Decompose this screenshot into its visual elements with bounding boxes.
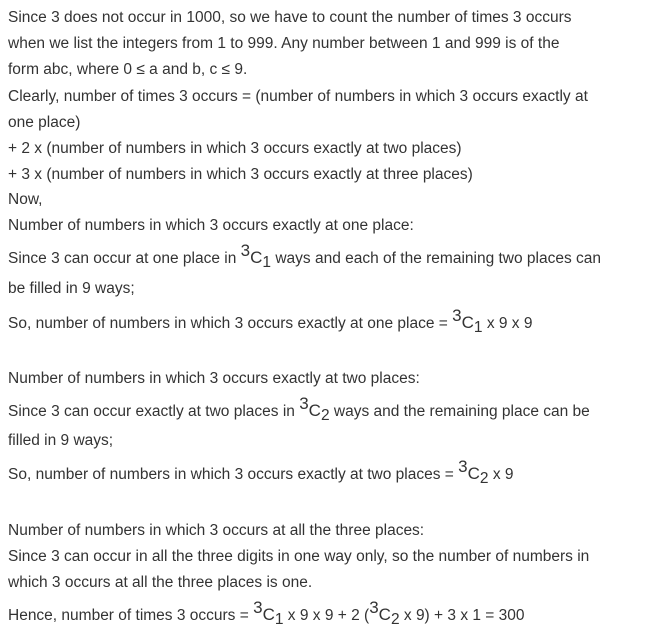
text-line-17: Number of numbers in which 3 occurs at all the three places: <box>8 522 425 539</box>
text-line-16-start: So, number of numbers in which 3 occurs exactly at two places = <box>8 466 459 483</box>
text-line-13: Number of numbers in which 3 occurs exactly at two places: <box>8 370 420 387</box>
combination-symbol: C <box>308 401 321 420</box>
combination-subscript: 1 <box>473 319 483 336</box>
text-line-16-end: x 9 <box>488 466 514 483</box>
combination-subscript: 1 <box>262 254 272 271</box>
text-line-11: be filled in 9 ways; <box>8 280 135 297</box>
text-line-18: Since 3 can occur in all the three digits in one way only, so the number of numbers in <box>8 548 590 565</box>
text-line-12-start: So, number of numbers in which 3 occurs exactly at one place = <box>8 315 453 332</box>
text-line-20-middle: x 9 x 9 + 2 ( <box>283 607 370 624</box>
combination-symbol: C <box>378 605 391 624</box>
combination-symbol: C <box>467 464 480 483</box>
combination-subscript: 1 <box>274 611 284 628</box>
text-line-1: Since 3 does not occur in 1000, so we have to count the number of times 3 occurs <box>8 9 572 26</box>
text-line-20 <box>8 598 525 628</box>
text-line-2: when we list the integers from 1 to 999. Any number between 1 and 999 is of the <box>8 35 560 52</box>
text-line-7: + 3 x (number of numbers in which 3 occurs exactly at three places) <box>8 166 473 183</box>
text-line-5: one place) <box>8 114 81 131</box>
text-line-19: which 3 occurs at all the three places is one. <box>8 574 313 591</box>
text-line-6: + 2 x (number of numbers in which 3 occurs exactly at two places) <box>8 140 462 157</box>
combination-subscript: 2 <box>479 470 489 487</box>
combination-symbol: C <box>461 313 474 332</box>
combination-superscript: 3 <box>452 306 462 325</box>
text-line-10-start: Since 3 can occur at one place in <box>8 250 241 267</box>
text-line-20-end: x 9) + 3 x 1 = 300 <box>399 607 525 624</box>
combination-superscript: 3 <box>369 598 379 617</box>
text-line-16 <box>8 457 514 487</box>
text-line-15: filled in 9 ways; <box>8 432 114 449</box>
combination-subscript: 2 <box>390 611 400 628</box>
combination-symbol: C <box>250 248 263 267</box>
combination-symbol: C <box>262 605 275 624</box>
combination-superscript: 3 <box>299 394 309 413</box>
combination-superscript: 3 <box>253 598 263 617</box>
combination-subscript: 2 <box>320 407 330 424</box>
text-line-10-end: ways and each of the remaining two places can <box>271 250 602 267</box>
text-line-8: Now, <box>8 191 43 208</box>
text-line-20-start: Hence, number of times 3 occurs = <box>8 607 254 624</box>
text-line-4: Clearly, number of times 3 occurs = (number of numbers in which 3 occurs exactly at <box>8 88 588 105</box>
combination-superscript: 3 <box>240 241 251 260</box>
text-line-10 <box>8 241 602 271</box>
text-line-12 <box>8 306 533 336</box>
text-line-12-end: x 9 x 9 <box>482 315 533 332</box>
text-line-9: Number of numbers in which 3 occurs exactly at one place: <box>8 217 414 234</box>
combination-superscript: 3 <box>458 457 468 476</box>
text-line-14-start: Since 3 can occur exactly at two places in <box>8 403 300 420</box>
text-line-3: form abc, where 0 ≤ a and b, c ≤ 9. <box>8 61 248 78</box>
text-line-14-end: ways and the remaining place can be <box>329 403 590 420</box>
text-line-14 <box>8 394 590 424</box>
